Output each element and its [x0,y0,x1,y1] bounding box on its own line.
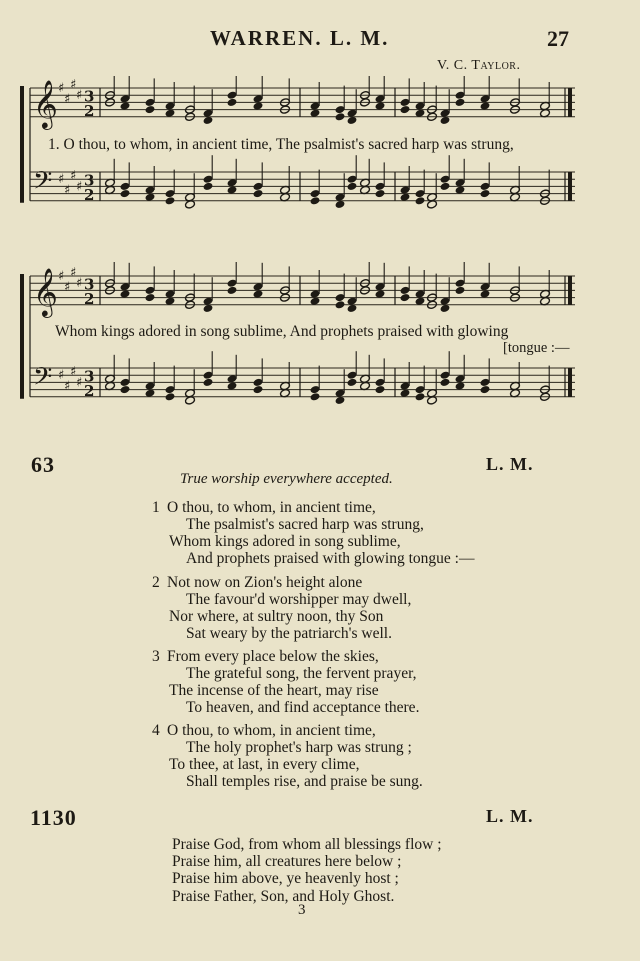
time-signature-icon: 2 [84,185,95,204]
verse-line: The favour'd worshipper may dwell, [186,591,412,608]
hymn-meter: L. M. [486,454,534,474]
verse-line: 2 Not now on Zion's height alone [152,574,363,591]
note-head [335,112,346,121]
composer-credit: V. C. Taylor. [437,58,521,73]
note-head [253,385,264,394]
note-head [310,196,321,205]
verse-1 [152,499,474,567]
verse-4 [152,722,423,790]
note-head [120,385,131,394]
treble-clef-icon: 𝄞 [33,79,58,129]
note-head [253,189,264,198]
note-head [120,189,131,198]
note-head [375,189,386,198]
bass-clef-icon: 𝄢 [33,166,53,202]
verse-2 [152,574,411,642]
signature-mark: 3 [298,902,306,918]
time-signature-icon: 3 [84,171,95,190]
tune-lyric-line-2-continuation: [tongue :— [503,340,570,356]
verse-line: Whom kings adored in song sublime, [169,533,401,550]
verse-line: The holy prophet's harp was strung ; [186,739,412,756]
note-head [203,378,214,387]
tune-title: WARREN. L. M. [210,26,390,50]
doxology [172,836,442,905]
verse-line: 1 O thou, to whom, in ancient time, [152,499,376,516]
note-head [400,105,411,114]
time-signature-icon: 3 [84,275,95,294]
verse-line: The grateful song, the fervent prayer, [186,665,417,682]
doxology-line: Praise him, all creatures here below ; [172,853,402,871]
treble-clef-icon: 𝄞 [33,267,58,317]
hymn-number: 1130 [30,805,77,830]
verse-line: Shall temples rise, and praise be sung. [186,773,423,790]
time-signature-icon: 3 [84,367,95,386]
sharp-icon: ♯ [58,269,65,284]
sharp-icon: ♯ [76,276,83,292]
verse-number: 4 [152,722,160,739]
tune-lyric-line-1: 1. O thou, to whom, in ancient time, The psalmist's sacred harp was strung, [48,136,514,153]
note-head [455,286,466,295]
verse-line: And prophets praised with glowing tongue :— [186,550,475,567]
verse-line: To thee, at last, in every clime, [169,756,360,773]
verse-line: To heaven, and find acceptance there. [186,699,420,716]
sharp-icon: ♯ [64,279,71,295]
note-head [165,196,176,205]
note-head [165,392,176,401]
sharp-icon: ♯ [70,77,77,93]
verse-number: 1 [152,499,160,516]
time-signature-icon: 3 [84,87,95,106]
verse-3 [152,648,419,716]
sharp-icon: ♯ [58,172,65,188]
doxology-line: Praise Father, Son, and Holy Ghost. [172,887,395,905]
note-head [455,98,466,107]
sharp-icon: ♯ [58,81,65,96]
note-head [440,182,451,191]
note-head [203,182,214,191]
verse-line: 4 O thou, to whom, in ancient time, [152,722,376,739]
treble-staff [30,88,575,117]
note-head [400,293,411,302]
sharp-icon: ♯ [76,179,83,195]
bass-clef-icon: 𝄢 [33,362,53,398]
note-head [415,392,426,401]
note-head [347,182,358,191]
tune-lyric-line-2: Whom kings adored in song sublime, And prophets praised with glowing [55,323,509,340]
doxology-line: Praise him above, ye heavenly host ; [172,870,399,888]
note-head [145,293,156,302]
note-head [145,105,156,114]
verse-line: 3 From every place below the skies, [152,648,379,665]
sharp-icon: ♯ [76,375,83,391]
verse-line: Nor where, at sultry noon, thy Son [169,608,384,625]
sharp-icon: ♯ [70,364,77,380]
sharp-icon: ♯ [70,168,77,184]
hymn-subtitle: True worship everywhere accepted. [180,471,393,487]
sharp-icon: ♯ [76,88,83,104]
page-number: 27 [547,26,569,51]
verse-line: The incense of the heart, may rise [169,682,379,699]
verse-line: Sat weary by the patriarch's well. [186,625,392,642]
time-signature-icon: 2 [84,289,95,308]
sharp-icon: ♯ [58,368,65,384]
note-head [335,300,346,309]
note-head [480,385,491,394]
sharp-icon: ♯ [64,91,71,107]
doxology-line: Praise God, from whom all blessings flow ; [172,836,442,853]
hymn-number: 63 [31,452,55,477]
note-head [375,385,386,394]
sharp-icon: ♯ [64,183,71,198]
verse-number: 2 [152,574,160,591]
note-head [480,189,491,198]
sharp-icon: ♯ [70,265,77,281]
note-head [415,196,426,205]
note-head [310,392,321,401]
hymn-meter: L. M. [486,806,534,826]
sharp-icon: ♯ [64,379,71,394]
time-signature-icon: 2 [84,381,95,400]
verse-number: 3 [152,648,160,665]
verse-line: The psalmist's sacred harp was strung, [186,516,424,533]
note-head [227,98,238,107]
treble-staff [30,276,575,305]
note-head [227,286,238,295]
note-head [440,378,451,387]
time-signature-icon: 2 [84,101,95,120]
note-head [347,378,358,387]
